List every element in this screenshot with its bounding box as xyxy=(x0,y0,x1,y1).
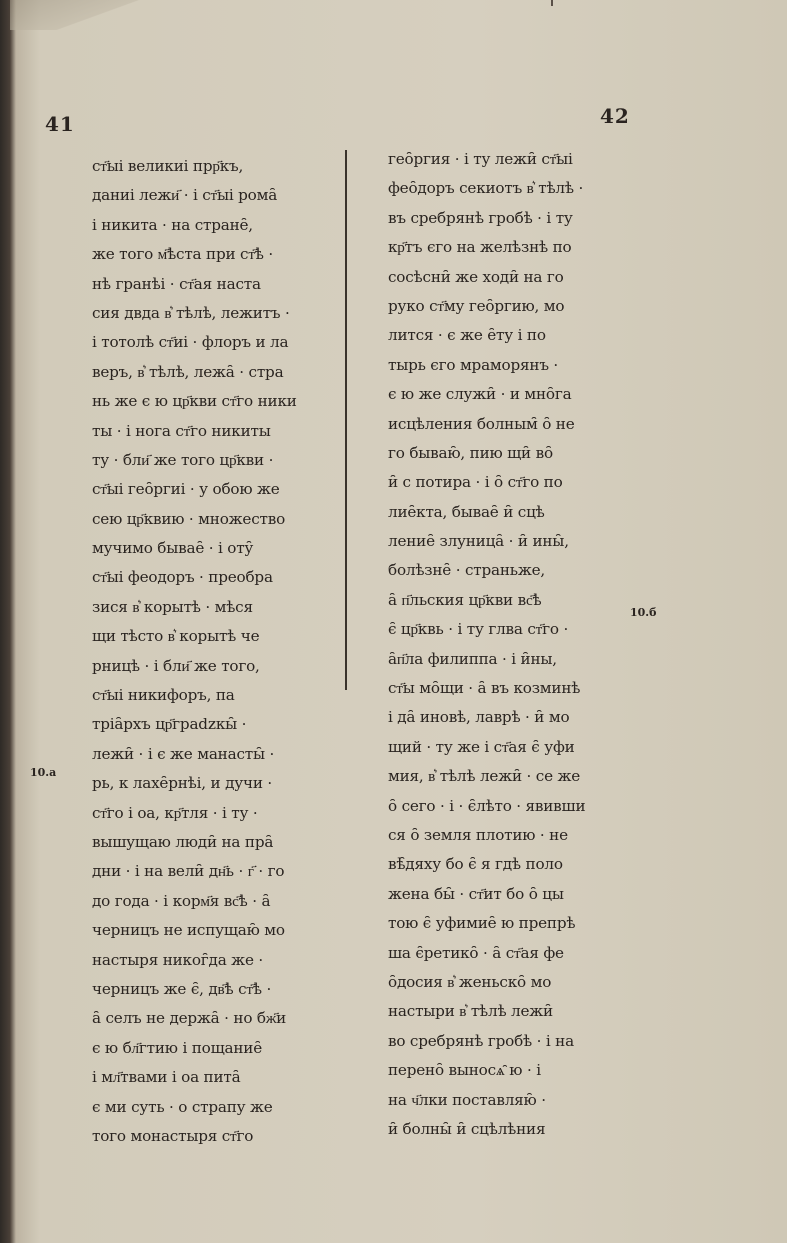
text-line: на ч҃лки поставляю̑ · xyxy=(388,1090,546,1109)
text-line: а̑ п҃льския цр҃кви вс҃ѣ xyxy=(388,590,542,609)
text-line: тріа̑рхъ цр҃граǳкы̑ · xyxy=(92,715,247,734)
text-line: же того м҃ѣста при ст҃ѣ · xyxy=(92,245,273,264)
text-line: жена бы̑ · ст҃ит бо о̑ цы xyxy=(388,884,564,903)
text-line: сосѣсни̑ же ходи̑ на го xyxy=(388,267,564,286)
text-line: болѣзне̑ · страньже, xyxy=(388,561,546,580)
text-line: въ сребрянѣ гробѣ · і ту xyxy=(388,208,573,227)
text-line: а̑п҃ла филиппа · і и̑ны, xyxy=(388,649,557,668)
text-line: є ми суть · о страпу же xyxy=(92,1097,273,1116)
text-line: черницъ не испущаю̑ мо xyxy=(92,921,285,940)
text-line: рницѣ · і бли҃ же того, xyxy=(92,656,260,675)
text-line: а̑ селъ не держа̑ · но бж҃и xyxy=(92,1009,287,1028)
text-line: ша є̑ретико̑ · а̑ ст҃ая фе xyxy=(388,943,564,962)
text-line: настыри в͛ тѣлѣ лежи̑ xyxy=(388,1002,553,1021)
text-line: дни · і на вели̑ дн҃ь · г҃ · го xyxy=(92,862,285,881)
text-line: і да̑ иновѣ, лаврѣ · и̑ мо xyxy=(388,708,570,727)
text-line: перено̑ выносѧ̑ ю · і xyxy=(388,1061,541,1080)
text-line: сия двда в͛ тѣлѣ, лежитъ · xyxy=(92,303,290,322)
text-line: рь, к лахе̑рнѣі, и дучи · xyxy=(92,774,272,793)
page-number-right: 42 xyxy=(600,104,630,128)
text-line: и̑ болны̑ и̑ сцѣлѣния xyxy=(388,1119,546,1138)
text-line: руко ст҃му гео̑ргию, мо xyxy=(388,296,565,315)
margin-note-right: 10.б xyxy=(630,606,657,619)
text-line: і никита · на стране̑, xyxy=(92,215,253,234)
text-line: вѣ̑дяху бо є̑ я гдѣ поло xyxy=(388,855,563,874)
text-line: ст҃ыі феодоръ · преобра xyxy=(92,568,273,587)
text-line: о̑ сего · і · є̑лѣто · явивши xyxy=(388,796,586,815)
text-line: ты · і нога ст҃го никиты xyxy=(92,421,271,440)
text-line: і мл҃твами і оа пита̑ xyxy=(92,1068,241,1087)
text-line: ст҃го і оа, кр҃тля · і ту · xyxy=(92,803,258,822)
text-line: мучимо бывае̑ · і оту̑ xyxy=(92,539,254,558)
text-line: нь же є ю цр҃кви ст҃го ники xyxy=(92,392,297,411)
text-line: настыря никог̑да же · xyxy=(92,950,263,969)
column-divider xyxy=(345,150,347,690)
text-line: гео̑ргия · і ту лежи̑ ст҃ыі xyxy=(388,150,573,168)
text-line: є̑ цр҃квь · і ту глва ст҃го · xyxy=(388,620,569,639)
text-line: тою є̑ уфимие̑ ю препрѣ xyxy=(388,914,576,933)
text-line: и̑ с потира · і о̑ ст҃го по xyxy=(388,473,563,492)
folded-corner xyxy=(10,0,160,30)
text-line: ся о̑ земля плотию · не xyxy=(388,825,568,844)
text-line: лие̑кта, бывае̑ и̑ сцѣ xyxy=(388,502,545,521)
text-line: і тотолѣ ст҃иі · флоръ и ла xyxy=(92,333,289,352)
text-line: даниі лежи҃ · і ст҃ыі рома̑ xyxy=(92,186,278,205)
text-line: ст҃ыі никифоръ, па xyxy=(92,686,235,705)
text-line: до года · і корм҃я вс҃ѣ · а̑ xyxy=(92,891,271,910)
text-line: ту · бли҃ же того цр҃кви · xyxy=(92,450,274,469)
top-mark xyxy=(551,0,553,6)
text-line: лежи̑ · і є же манасты̑ · xyxy=(92,744,275,763)
text-line: кр҃тъ єго на желѣзнѣ по xyxy=(388,238,572,257)
text-line: нѣ гранѣі · ст҃ая наста xyxy=(92,274,261,293)
text-line: тырь єго мраморянъ · xyxy=(388,355,559,374)
text-line: лится · є же е̑ту і по xyxy=(388,326,546,345)
text-line: го бываю̑, пию щи̑ во̑ xyxy=(388,443,553,462)
text-line: фео̑доръ секиотъ в͛ тѣлѣ · xyxy=(388,179,584,198)
text-line: щий · ту же і ст҃ая є̑ уфи xyxy=(388,737,575,756)
text-line: ление̑ злуница̑ · и̑ ины̑, xyxy=(388,532,569,551)
left-text-column xyxy=(92,152,324,1151)
text-line: ст҃ыі гео̑ргиі · у обою же xyxy=(92,480,280,499)
text-line: ст҃ыі великиі прр҃къ, xyxy=(92,157,244,175)
text-line: во сребрянѣ гробѣ · і на xyxy=(388,1031,574,1050)
text-line: є ю же служи̑ · и мно̑га xyxy=(388,385,572,404)
text-line: того монастыря ст҃го xyxy=(92,1126,254,1145)
text-line: є ю бл҃гтию і пощание̑ xyxy=(92,1038,262,1057)
text-line: щи тѣсто в͛ корытѣ че xyxy=(92,627,260,646)
text-line: о̑досия в͛ женьско̑ мо xyxy=(388,972,552,991)
text-line: ст҃ы мо̑щи · а̑ въ козминѣ xyxy=(388,679,581,698)
text-line: мия, в͛ тѣлѣ лежи̑ · се же xyxy=(388,767,581,786)
text-line: черницъ же є̑, дв҃ѣ ст҃ѣ · xyxy=(92,979,272,998)
text-line: веръ, в͛ тѣлѣ, лежа̑ · стра xyxy=(92,362,284,381)
text-line: исцѣления болным̑ о̑ не xyxy=(388,414,575,433)
right-text-column xyxy=(388,145,634,1144)
text-line: вышущаю люди̑ на пра̑ xyxy=(92,832,274,851)
text-line: сею цр҃квию · множество xyxy=(92,509,286,528)
text-line: зися в͛ корытѣ · мѣся xyxy=(92,597,253,616)
page-number-left: 41 xyxy=(45,112,75,136)
margin-note-left: 10.a xyxy=(30,766,57,779)
